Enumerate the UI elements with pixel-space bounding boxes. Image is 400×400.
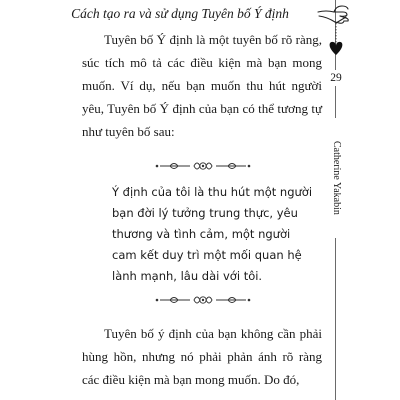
example-line: Ý định của tôi là thu hút một người: [112, 185, 313, 199]
intro-paragraph-text: Tuyên bố Ý định là một tuyên bố rõ ràng, súc tích mô tả các điều kiện mà bạn mong muốn. Ví dụ, nếu bạn muốn thu hút người yêu, Tuyên bố Ý định của bạn có thể tương tự như tuyên bố sau:: [82, 32, 322, 139]
example-line: cam kết duy trì một mối quan hệ: [112, 248, 302, 262]
chapter-title: Cách tạo ra và sử dụng Tuyên bố Ý định: [71, 6, 289, 21]
hand-holding-heart-pendulum-icon: [316, 0, 368, 62]
closing-paragraph: [82, 322, 322, 391]
example-statement: [112, 182, 320, 287]
page-number: 29: [327, 70, 345, 86]
closing-paragraph-text: Tuyên bố ý định của bạn không cần phải hùng hồn, nhưng nó phải phản ánh rõ ràng các điều kiện mà bạn mong muốn. Do đó,: [82, 326, 322, 387]
example-line: lành mạnh, lâu dài với tôi.: [112, 269, 263, 283]
intro-paragraph: [82, 28, 322, 143]
example-line: thương và tình cảm, một người: [112, 227, 291, 241]
floral-divider-icon: [150, 292, 256, 308]
floral-divider-icon: [150, 158, 256, 174]
example-line: bạn đời lý tưởng trung thực, yêu: [112, 206, 298, 220]
author-name: Catherine Yakabin: [327, 118, 345, 238]
